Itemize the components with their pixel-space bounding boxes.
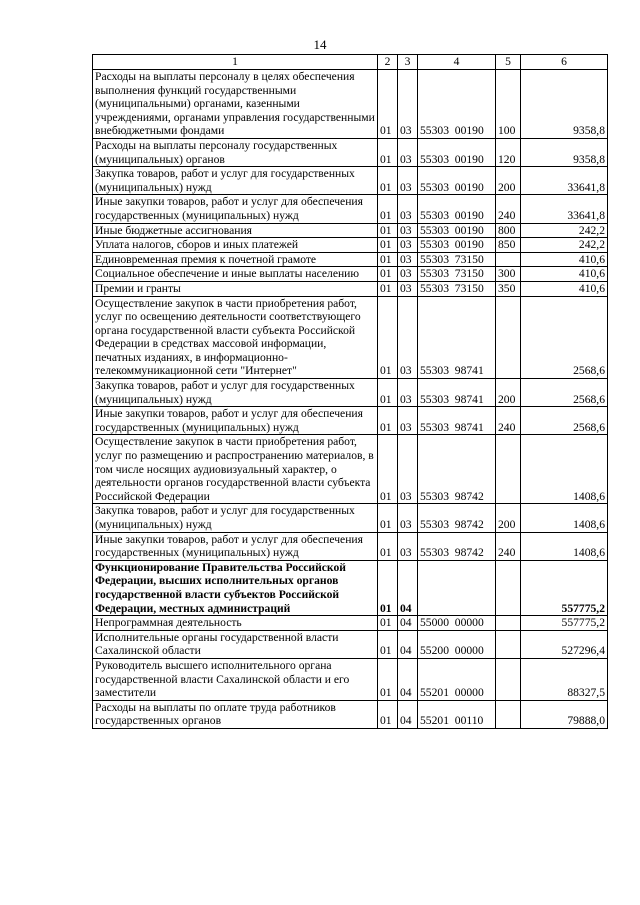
subsection-code-cell: 03 bbox=[398, 195, 418, 223]
expense-type-cell bbox=[496, 252, 521, 267]
item-name-cell: Расходы на выплаты по оплате труда работников государственных органов bbox=[93, 700, 378, 728]
item-name-cell: Премии и гранты bbox=[93, 281, 378, 296]
table-row bbox=[93, 296, 608, 379]
subsection-code-cell: 03 bbox=[398, 504, 418, 532]
amount-cell: 9358,8 bbox=[521, 70, 608, 139]
header-col-1: 1 bbox=[93, 55, 378, 70]
amount-cell: 2568,6 bbox=[521, 407, 608, 435]
target-article-cell: 55200 00000 bbox=[418, 630, 496, 658]
amount-cell: 1408,6 bbox=[521, 532, 608, 560]
table-row bbox=[93, 700, 608, 728]
expense-type-cell: 850 bbox=[496, 238, 521, 253]
item-name-cell: Уплата налогов, сборов и иных платежей bbox=[93, 238, 378, 253]
subsection-code-cell: 03 bbox=[398, 238, 418, 253]
amount-cell: 9358,8 bbox=[521, 138, 608, 166]
target-article-cell: 55303 73150 bbox=[418, 252, 496, 267]
table-row bbox=[93, 616, 608, 631]
table-row bbox=[93, 379, 608, 407]
amount-cell: 527296,4 bbox=[521, 630, 608, 658]
table-row bbox=[93, 281, 608, 296]
table-row bbox=[93, 407, 608, 435]
section-code-cell: 01 bbox=[378, 658, 398, 700]
item-name-cell: Иные закупки товаров, работ и услуг для обеспечения государственных (муниципальных) нужд bbox=[93, 195, 378, 223]
table-row bbox=[93, 238, 608, 253]
expense-type-cell bbox=[496, 658, 521, 700]
amount-cell: 2568,6 bbox=[521, 296, 608, 379]
section-code-cell: 01 bbox=[378, 700, 398, 728]
target-article-cell: 55303 98742 bbox=[418, 504, 496, 532]
item-name-cell: Исполнительные органы государственной власти Сахалинской области bbox=[93, 630, 378, 658]
item-name-cell: Закупка товаров, работ и услуг для государственных (муниципальных) нужд bbox=[93, 167, 378, 195]
subsection-code-cell: 04 bbox=[398, 630, 418, 658]
header-col-2: 2 bbox=[378, 55, 398, 70]
section-code-cell: 01 bbox=[378, 296, 398, 379]
item-name-cell: Руководитель высшего исполнительного органа государственной власти Сахалинской области и его заместители bbox=[93, 658, 378, 700]
expense-type-cell: 200 bbox=[496, 167, 521, 195]
target-article-cell: 55303 00190 bbox=[418, 238, 496, 253]
section-code-cell: 01 bbox=[378, 70, 398, 139]
table-row bbox=[93, 138, 608, 166]
header-row bbox=[93, 55, 608, 70]
amount-cell: 242,2 bbox=[521, 238, 608, 253]
subsection-code-cell: 03 bbox=[398, 223, 418, 238]
expense-type-cell: 240 bbox=[496, 532, 521, 560]
amount-cell: 242,2 bbox=[521, 223, 608, 238]
expense-type-cell: 240 bbox=[496, 195, 521, 223]
section-code-cell: 01 bbox=[378, 252, 398, 267]
target-article-cell: 55303 00190 bbox=[418, 167, 496, 195]
expense-type-cell: 120 bbox=[496, 138, 521, 166]
target-article-cell: 55303 00190 bbox=[418, 195, 496, 223]
item-name-cell: Осуществление закупок в части приобретения работ, услуг по размещению и распространению материалов, в том числе носящих аудиовизуальный характер, о деятельности органов государственной власти субъекта Российской Федерации bbox=[93, 435, 378, 504]
target-article-cell: 55201 00110 bbox=[418, 700, 496, 728]
section-code-cell: 01 bbox=[378, 407, 398, 435]
item-name-cell: Расходы на выплаты персоналу государственных (муниципальных) органов bbox=[93, 138, 378, 166]
section-code-cell: 01 bbox=[378, 238, 398, 253]
table-row bbox=[93, 532, 608, 560]
subsection-code-cell: 04 bbox=[398, 700, 418, 728]
target-article-cell: 55303 00190 bbox=[418, 70, 496, 139]
subsection-code-cell: 03 bbox=[398, 70, 418, 139]
target-article-cell: 55303 98741 bbox=[418, 296, 496, 379]
amount-cell: 410,6 bbox=[521, 252, 608, 267]
item-name-cell: Осуществление закупок в части приобретения работ, услуг по освещению деятельности соответствующего органа государственной власти субъекта Российской Федерации в средствах массовой информации, печатных изданиях, в информационно-телекоммуникационной сети "Интернет" bbox=[93, 296, 378, 379]
expense-type-cell bbox=[496, 296, 521, 379]
section-code-cell: 01 bbox=[378, 223, 398, 238]
amount-cell: 33641,8 bbox=[521, 167, 608, 195]
target-article-cell: 55303 00190 bbox=[418, 138, 496, 166]
expense-type-cell bbox=[496, 700, 521, 728]
subsection-code-cell: 03 bbox=[398, 167, 418, 195]
item-name-cell: Закупка товаров, работ и услуг для государственных (муниципальных) нужд bbox=[93, 504, 378, 532]
amount-cell: 557775,2 bbox=[521, 616, 608, 631]
section-code-cell: 01 bbox=[378, 138, 398, 166]
section-code-cell: 01 bbox=[378, 435, 398, 504]
amount-cell: 79888,0 bbox=[521, 700, 608, 728]
target-article-cell: 55303 98741 bbox=[418, 379, 496, 407]
expense-type-cell: 240 bbox=[496, 407, 521, 435]
section-code-cell: 01 bbox=[378, 267, 398, 282]
amount-cell: 1408,6 bbox=[521, 504, 608, 532]
section-code-cell: 01 bbox=[378, 616, 398, 631]
section-code-cell: 01 bbox=[378, 379, 398, 407]
item-name-cell: Непрограммная деятельность bbox=[93, 616, 378, 631]
expense-type-cell: 300 bbox=[496, 267, 521, 282]
target-article-cell: 55303 98742 bbox=[418, 532, 496, 560]
amount-cell: 88327,5 bbox=[521, 658, 608, 700]
expense-type-cell: 200 bbox=[496, 379, 521, 407]
section-code-cell: 01 bbox=[378, 167, 398, 195]
amount-cell: 1408,6 bbox=[521, 435, 608, 504]
page-number: 14 bbox=[313, 37, 327, 52]
subsection-code-cell: 03 bbox=[398, 407, 418, 435]
table-row bbox=[93, 267, 608, 282]
subsection-code-cell: 04 bbox=[398, 560, 418, 615]
section-code-cell: 01 bbox=[378, 504, 398, 532]
expense-type-cell bbox=[496, 630, 521, 658]
table-row bbox=[93, 252, 608, 267]
table-row bbox=[93, 504, 608, 532]
subsection-code-cell: 03 bbox=[398, 379, 418, 407]
item-name-cell: Функционирование Правительства Российской Федерации, высших исполнительных органов государственной власти субъектов Российской Федерации, местных администраций bbox=[93, 560, 378, 615]
table-row bbox=[93, 658, 608, 700]
subsection-code-cell: 03 bbox=[398, 252, 418, 267]
table-row bbox=[93, 70, 608, 139]
subsection-code-cell: 03 bbox=[398, 267, 418, 282]
item-name-cell: Социальное обеспечение и иные выплаты населению bbox=[93, 267, 378, 282]
expense-type-cell: 200 bbox=[496, 504, 521, 532]
expense-type-cell bbox=[496, 560, 521, 615]
item-name-cell: Единовременная премия к почетной грамоте bbox=[93, 252, 378, 267]
section-code-cell: 01 bbox=[378, 560, 398, 615]
table-row bbox=[93, 223, 608, 238]
target-article-cell: 55303 00190 bbox=[418, 223, 496, 238]
header-col-3: 3 bbox=[398, 55, 418, 70]
subsection-code-cell: 03 bbox=[398, 281, 418, 296]
table-row bbox=[93, 630, 608, 658]
expense-type-cell bbox=[496, 435, 521, 504]
table-row bbox=[93, 435, 608, 504]
table-row bbox=[93, 167, 608, 195]
header-col-4: 4 bbox=[418, 55, 496, 70]
target-article-cell: 55303 73150 bbox=[418, 267, 496, 282]
amount-cell: 410,6 bbox=[521, 281, 608, 296]
header-col-6: 6 bbox=[521, 55, 608, 70]
table-row bbox=[93, 560, 608, 615]
target-article-cell: 55303 98742 bbox=[418, 435, 496, 504]
target-article-cell: 55303 98741 bbox=[418, 407, 496, 435]
subsection-code-cell: 03 bbox=[398, 296, 418, 379]
item-name-cell: Расходы на выплаты персоналу в целях обеспечения выполнения функций государственными (муниципальными) органами, казенными учреждениями, органами управления государственными внебюджетными фондами bbox=[93, 70, 378, 139]
table-body bbox=[93, 70, 608, 729]
expense-type-cell: 350 bbox=[496, 281, 521, 296]
expense-type-cell: 100 bbox=[496, 70, 521, 139]
section-code-cell: 01 bbox=[378, 630, 398, 658]
budget-table bbox=[92, 54, 608, 729]
amount-cell: 2568,6 bbox=[521, 379, 608, 407]
amount-cell: 33641,8 bbox=[521, 195, 608, 223]
table-row bbox=[93, 195, 608, 223]
target-article-cell: 55201 00000 bbox=[418, 658, 496, 700]
item-name-cell: Иные закупки товаров, работ и услуг для обеспечения государственных (муниципальных) нужд bbox=[93, 532, 378, 560]
item-name-cell: Иные бюджетные ассигнования bbox=[93, 223, 378, 238]
expense-type-cell: 800 bbox=[496, 223, 521, 238]
target-article-cell bbox=[418, 560, 496, 615]
amount-cell: 557775,2 bbox=[521, 560, 608, 615]
section-code-cell: 01 bbox=[378, 532, 398, 560]
item-name-cell: Иные закупки товаров, работ и услуг для обеспечения государственных (муниципальных) нужд bbox=[93, 407, 378, 435]
target-article-cell: 55000 00000 bbox=[418, 616, 496, 631]
subsection-code-cell: 03 bbox=[398, 435, 418, 504]
subsection-code-cell: 03 bbox=[398, 532, 418, 560]
header-col-5: 5 bbox=[496, 55, 521, 70]
subsection-code-cell: 04 bbox=[398, 616, 418, 631]
subsection-code-cell: 04 bbox=[398, 658, 418, 700]
amount-cell: 410,6 bbox=[521, 267, 608, 282]
section-code-cell: 01 bbox=[378, 195, 398, 223]
expense-type-cell bbox=[496, 616, 521, 631]
item-name-cell: Закупка товаров, работ и услуг для государственных (муниципальных) нужд bbox=[93, 379, 378, 407]
section-code-cell: 01 bbox=[378, 281, 398, 296]
subsection-code-cell: 03 bbox=[398, 138, 418, 166]
target-article-cell: 55303 73150 bbox=[418, 281, 496, 296]
